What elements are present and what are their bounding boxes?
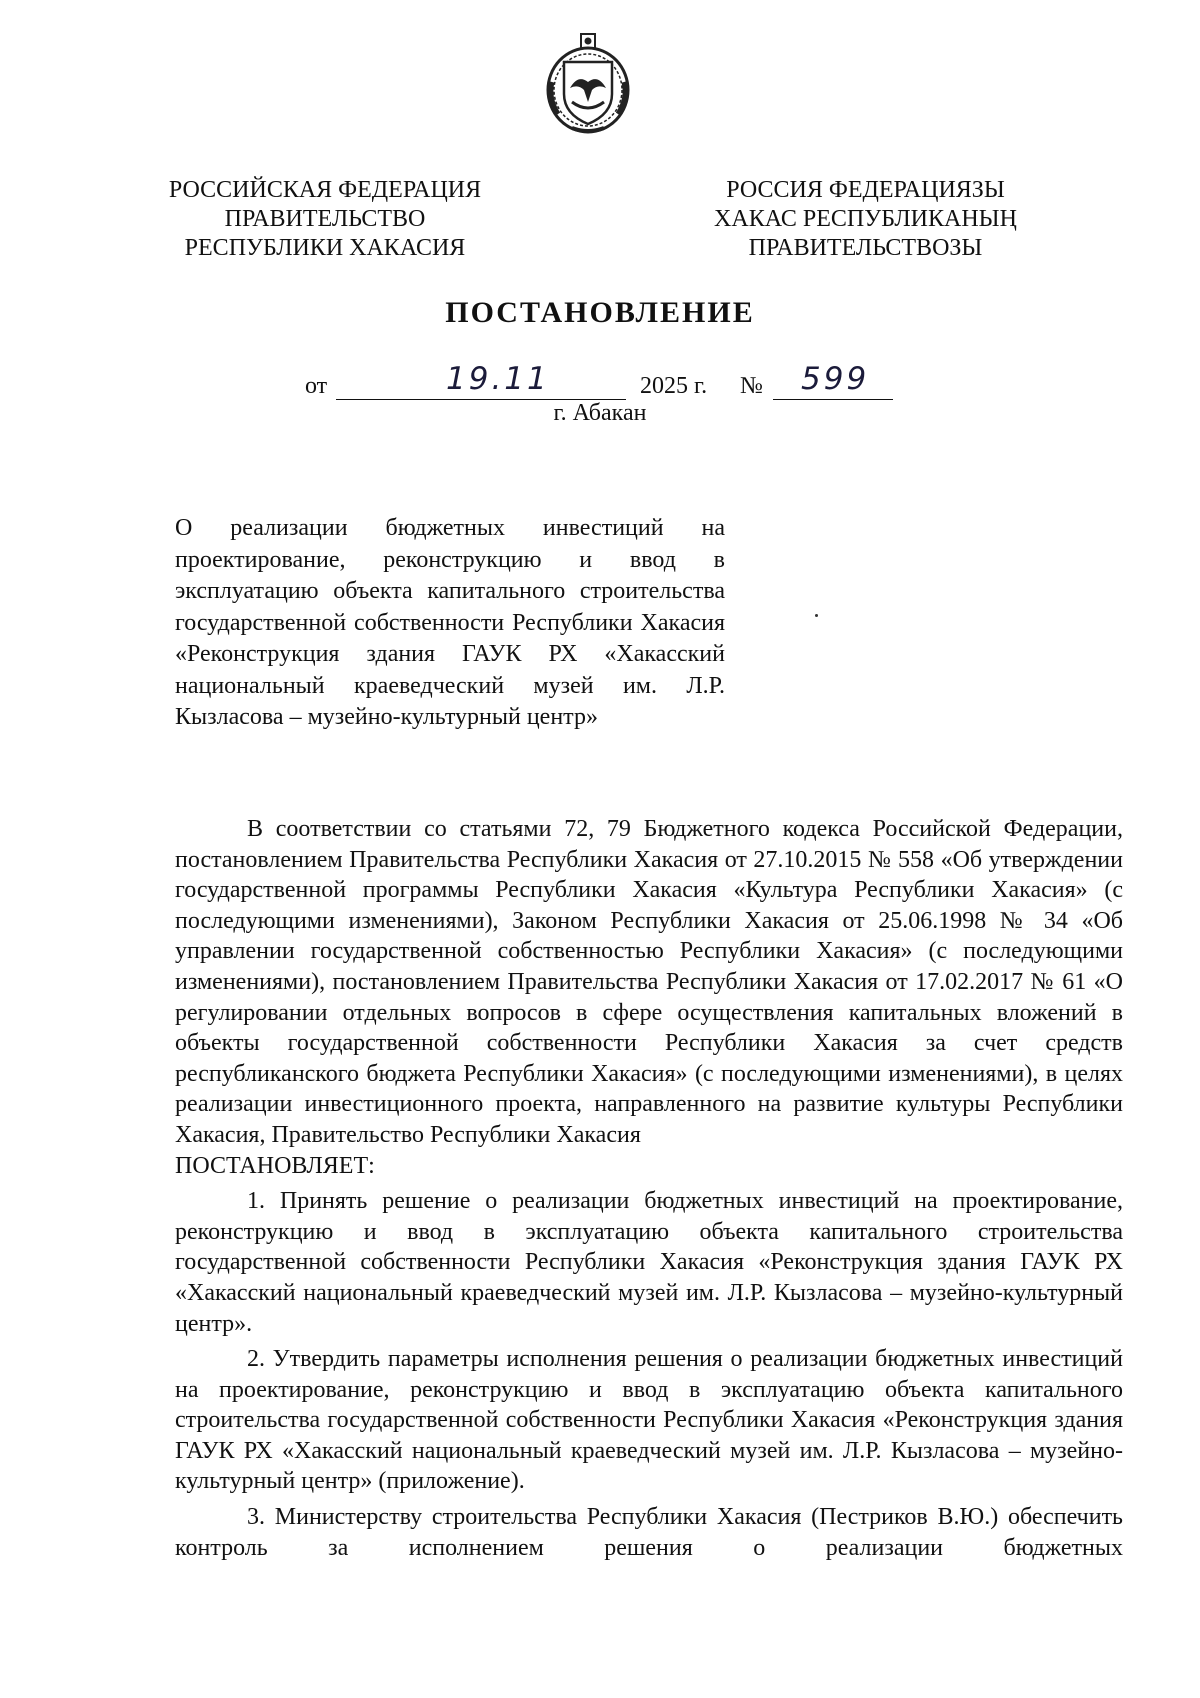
handwritten-date: 19.11 xyxy=(446,361,550,397)
handwritten-number: 599 xyxy=(801,361,870,397)
header-right-line-2: ХАКАС РЕСПУБЛИКАНЫҢ xyxy=(714,206,1017,232)
date-field xyxy=(336,361,626,400)
date-number-line xyxy=(0,361,1200,405)
date-prefix: от xyxy=(305,373,328,399)
item-1-paragraph: 1. Принять решение о реализации бюджетных инвестиций на проектирование, реконструкцию и ввод в эксплуатацию объекта капитального строительства государственной собственности Республики Хакасия «Реконструкция здания ГАУК РХ «Хакасский национальный краеведческий музей им. Л.Р. Кызласова – музейно-культурный центр». xyxy=(175,1188,1123,1337)
header-right-line-3: ПРАВИТЕЛЬСТВОЗЫ xyxy=(748,235,983,261)
header-right-block xyxy=(683,176,1048,263)
preamble-text: В соответствии со статьями 72, 79 Бюджетного кодекса Российской Федерации, постановлением Правительства Республики Хакасия от 27.10.2015 № 558 «Об утверждении государственной программы Республики Хакасия «Культура Республики Хакасия» (с последующими изменениями), Законом Республики Хакасия от 25.06.1998 № 34 «Об управлении государственной собственностью Республики Хакасия» (с последующими изменениями), постановлением Правительства Республики Хакасия от 17.02.2017 № 61 «О регулировании отдельных вопросов в сфере осуществления капитальных вложений в объекты государственной собственности Республики Хакасия за счет средств республиканского бюджета Республики Хакасия» (с последующими изменениями), в целях реализации инвестиционного проекта, направленного на развитие культуры Республики Хакасия, Правительство Республики Хакасия xyxy=(175,816,1123,1148)
scan-speck xyxy=(815,614,818,617)
resolves-word: ПОСТАНОВЛЯЕТ: xyxy=(175,1152,375,1179)
header-right-line-1: РОССИЯ ФЕДЕРАЦИЯЗЫ xyxy=(726,177,1005,203)
year-label: 2025 г. xyxy=(640,373,708,399)
document-title: ПОСТАНОВЛЕНИЕ xyxy=(445,296,755,329)
header-left-block xyxy=(150,176,500,263)
header-left-line-1: РОССИЙСКАЯ ФЕДЕРАЦИЯ xyxy=(168,177,482,203)
number-sign: № xyxy=(740,373,763,399)
item-2-paragraph: 2. Утвердить параметры исполнения решения о реализации бюджетных инвестиций на проектирование, реконструкцию и ввод в эксплуатацию объекта капитального строительства государственной собственности Республики Хакасия «Реконструкция здания ГАУК РХ «Хакасский национальный краеведческий музей им. Л.Р. Кызласова – музейно-культурный центр» (приложение). xyxy=(175,1346,1123,1495)
city-label: г. Абакан xyxy=(553,400,647,426)
document-body xyxy=(175,814,1123,1568)
header-left-line-2: ПРАВИТЕЛЬСТВО xyxy=(224,206,426,232)
number-field xyxy=(773,361,893,400)
item-3-paragraph: 3. Министерству строительства Республики Хакасия (Пестриков В.Ю.) обеспечить контроль за исполнением решения о реализации бюджетных xyxy=(175,1504,1123,1561)
document-subject: О реализации бюджетных инвестиций на проектирование, реконструкцию и ввод в эксплуатацию объекта капитального строительства государственной собственности Республики Хакасия «Реконструкция здания ГАУК РХ «Хакасский национальный краеведческий музей им. Л.Р. Кызласова – музейно-культурный центр» xyxy=(175,515,725,730)
coat-of-arms-emblem xyxy=(542,28,634,136)
preamble-paragraph xyxy=(175,814,1123,1181)
header-left-line-3: РЕСПУБЛИКИ ХАКАСИЯ xyxy=(184,235,466,261)
